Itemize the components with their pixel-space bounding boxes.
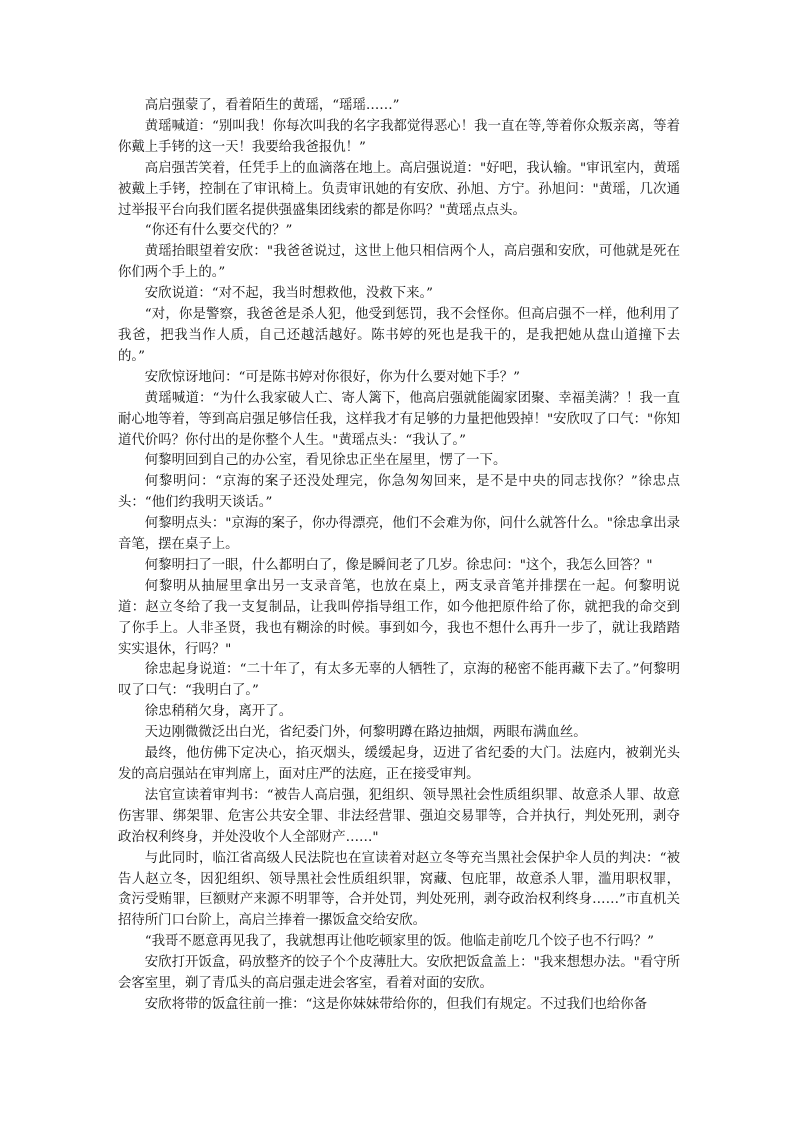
paragraph: “对，你是警察，我爸爸是杀人犯，他受到惩罚，我不会怪你。但高启强不一样，他利用了我爸，把我当作人质，自己还越活越好。陈书婷的死也是我干的，是我把她从盘山道撞下去的。” xyxy=(118,307,680,364)
paragraph: 何黎明回到自己的办公室，看见徐忠正坐在屋里，愣了一下。 xyxy=(144,453,507,469)
paragraph: 何黎明从抽屉里拿出另一支录音笔，也放在桌上，两支录音笔并排摆在一起。何黎明说道：赵立冬给了我一支复制品，让我叫停指导组工作，如今他把原件给了你，就把我的命交到了你手上。人非圣贤，我也有糊涂的时候。事到如今，我也不想什么再升一步了，就让我踏踏实实退休，行吗？" xyxy=(118,578,680,657)
paragraph: 徐忠稍稍欠身，离开了。 xyxy=(144,704,293,720)
paragraph: 安欣将带的饭盒往前一推：“这是你妹妹带给你的，但我们有规定。不过我们也给你备 xyxy=(144,996,648,1012)
paragraph: “我哥不愿意再见我了，我就想再让他吃顿家里的饭。他临走前吃几个饺子也不行吗？” xyxy=(144,934,654,950)
paragraph: 安欣打开饭盒，码放整齐的饺子个个皮薄肚大。安欣把饭盒盖上："我来想想办法。"看守所会客室里，剃了青瓜头的高启强走进会客室，看着对面的安欣。 xyxy=(118,955,680,992)
paragraph: 何黎明问：“京海的案子还没处理完，你急匆匆回来，是不是中央的同志找你？”徐忠点头：“他们约我明天谈话。” xyxy=(118,474,680,511)
document-body xyxy=(118,96,680,1016)
paragraph: 高启强苦笑着，任凭手上的血滴落在地上。高启强说道："好吧，我认输。"审讯室内，黄瑶被戴上手铐，控制在了审讯椅上。负责审讯她的有安欣、孙旭、方宁。孙旭问："黄瑶，几次通过举报平台向我们匿名提供强盛集团线索的都是你吗？"黄瑶点点头。 xyxy=(118,160,680,218)
paragraph: 黄瑶抬眼望着安欣："我爸爸说过，这世上他只相信两个人，高启强和安欣，可他就是死在你们两个手上的。” xyxy=(118,244,680,281)
paragraph: 何黎明点头："京海的案子，你办得漂亮，他们不会难为你，问什么就答什么。"徐忠拿出录音笔，摆在桌子上。 xyxy=(118,516,680,553)
paragraph: 高启强蒙了，看着陌生的黄瑶，“瑶瑶……” xyxy=(144,98,400,113)
paragraph: 徐忠起身说道：“二十年了，有太多无辜的人牺牲了，京海的秘密不能再藏下去了。”何黎明叹了口气：“我明白了。” xyxy=(118,662,680,699)
paragraph: 安欣惊讶地问：“可是陈书婷对你很好，你为什么要对她下手？” xyxy=(144,369,521,385)
paragraph: 与此同时，临江省高级人民法院也在宣读着对赵立冬等充当黑社会保护伞人员的判决：“被告人赵立冬，因犯组织、领导黑社会性质组织罪，窝藏、包庇罪，故意杀人罪，滥用职权罪，贪污受贿罪，巨额财产来源不明罪等，合并处罚，判处死刑，剥夺政治权利终身……”市直机关招待所门口台阶上，高启兰捧着一摞饭盒交给安欣。 xyxy=(118,850,680,929)
paragraph: 法官宣读着审判书：“被告人高启强，犯组织、领导黑社会性质组织罪、故意杀人罪、故意伤害罪、绑架罪、危害公共安全罪、非法经营罪、强迫交易罪等，合并执行，判处死刑，剥夺政治权利终身，并处没收个人全部财产……" xyxy=(118,787,680,845)
paragraph: 黄瑶喊道：“为什么我家破人亡、寄人篱下，他高启强就能阖家团聚、幸福美满？！我一直耐心地等着，等到高启强足够信任我，这样我才有足够的力量把他毁掉！"安欣叹了口气："你知道代价吗？你付出的是你整个人生。"黄瑶点头：“我认了。” xyxy=(118,390,680,448)
paragraph: 何黎明扫了一眼，什么都明白了，像是瞬间老了几岁。徐忠问："这个，我怎么回答？" xyxy=(144,557,653,573)
paragraph: 天边刚微微泛出白光，省纪委门外，何黎明蹲在路边抽烟，两眼布满血丝。 xyxy=(144,725,587,741)
paragraph: 黄瑶喊道：“别叫我！你每次叫我的名字我都觉得恶心！我一直在等,等着你众叛亲离，等着你戴上手铐的这一天！我要给我爸报仇！” xyxy=(118,118,680,155)
paragraph: “你还有什么要交代的？” xyxy=(144,223,293,239)
paragraph: 安欣说道：“对不起，我当时想救他，没救下来。” xyxy=(144,286,433,302)
paragraph: 最终，他仿佛下定决心，掐灭烟头，缓缓起身，迈进了省纪委的大门。法庭内，被剃光头发的高启强站在审判席上，面对庄严的法庭，正在接受审判。 xyxy=(118,746,680,782)
